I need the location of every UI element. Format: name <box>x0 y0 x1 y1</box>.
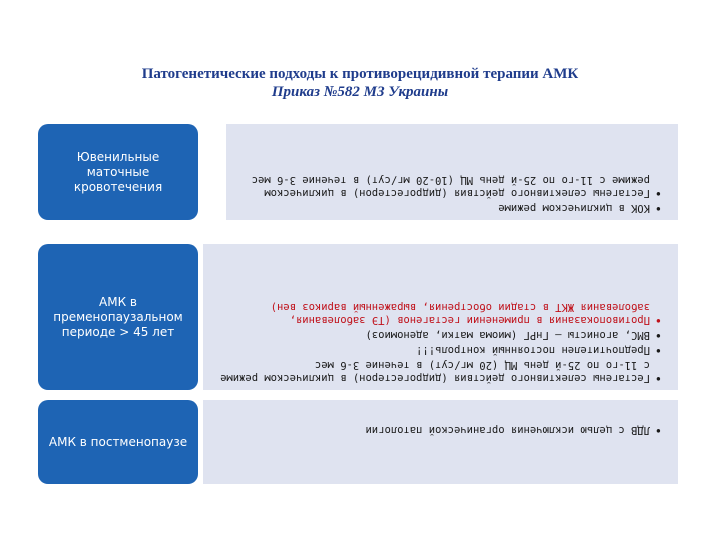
row-premenopause <box>38 244 678 390</box>
list-item: • Гестагены селективного действия (дидрогестерон) в циклическом режиме с 11-го по 25-й день МЦ (10-20 мг/сут) в течение 3-6 мес <box>240 173 650 199</box>
list-item: • Предпочтителен постоянный контроль!!! <box>217 343 650 356</box>
bullet-list <box>240 173 664 214</box>
bullet-list <box>217 300 664 384</box>
row-label: Ювенильные маточные кровотечения <box>38 124 198 220</box>
bullet-list <box>217 423 664 436</box>
flipped-text-block <box>203 244 678 390</box>
page-title: Патогенетические подходы к противорецидивной терапии АМК <box>141 66 579 82</box>
row-content-panel <box>226 124 678 220</box>
row-content-panel <box>203 400 678 484</box>
row-content-panel <box>203 244 678 390</box>
list-item: • Гестагены селективного действия (дидрогестерон) в циклическом режиме с 11-го по 25-й день МЦ (20 мг/сут) в течение 3-6 мес <box>217 358 650 384</box>
flipped-text-block <box>226 124 678 220</box>
list-item-warning: • Противопоказания в применении гестагенов (ТЭ заболевания, заболевания ЖКТ в стадии обострения, выраженный варикоз вен) <box>217 300 650 326</box>
flipped-text-block <box>203 400 678 484</box>
row-postmenopause <box>38 400 678 484</box>
row-label: АМК в пременопаузальном периоде > 45 лет <box>38 244 198 390</box>
page-subtitle: Приказ №582 МЗ Украины <box>271 84 449 100</box>
row-label: АМК в постменопаузе <box>38 400 198 484</box>
list-item: • ВМС, агонисты – ГнРГ (миома матки, аденомиоз) <box>217 328 650 341</box>
list-item: • КОК в циклическом режиме <box>240 201 650 214</box>
list-item: • ЛДВ с целью исключения органической патологии <box>217 423 650 436</box>
row-juvenile <box>38 124 678 220</box>
